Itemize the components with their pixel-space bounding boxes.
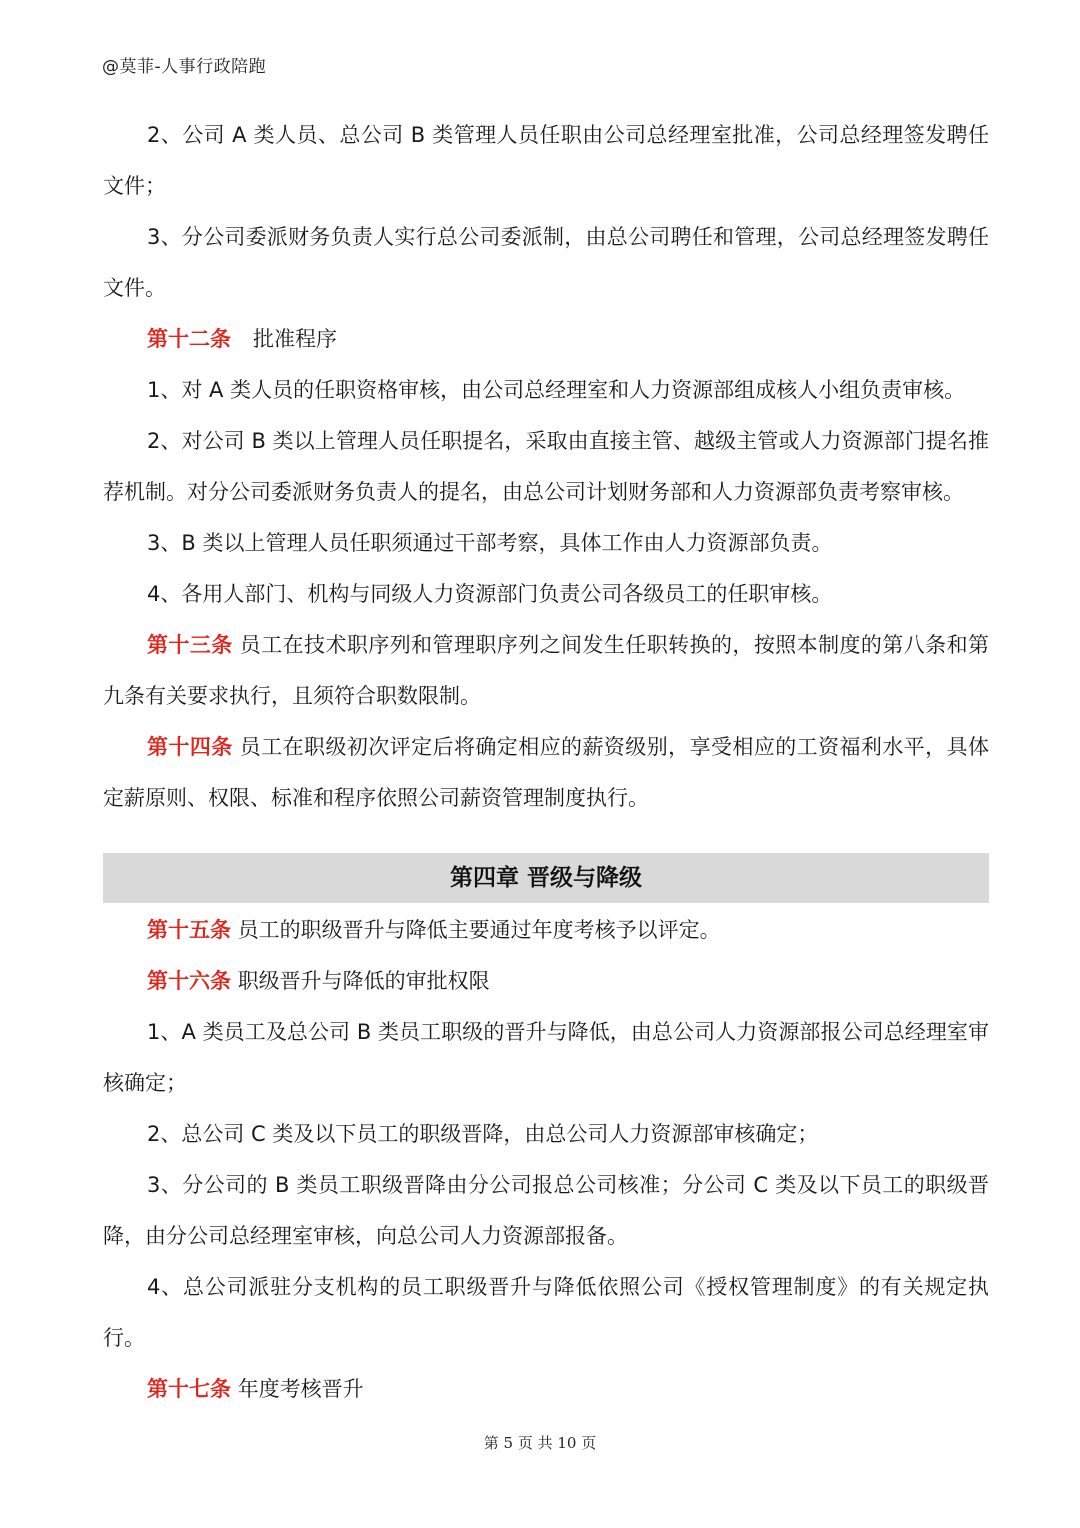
article-15: 第十五条 员工的职级晋升与降低主要通过年度考核予以评定。 — [147, 918, 721, 942]
paragraph: 4、总公司派驻分支机构的员工职级晋升与降低依照公司《授权管理制度》的有关规定执行。 — [103, 1275, 989, 1350]
paragraph: 3、B 类以上管理人员任职须通过干部考察，具体工作由人力资源部负责。 — [147, 531, 833, 555]
paragraph: 2、公司 A 类人员、总公司 B 类管理人员任职由公司总经理室批准，公司总经理签发聘任文件； — [103, 123, 989, 198]
paragraph: 1、对 A 类人员的任职资格审核，由公司总经理室和人力资源部组成核人小组负责审核。 — [147, 378, 966, 402]
paragraph: 1、A 类员工及总公司 B 类员工职级的晋升与降低，由总公司人力资源部报公司总经理室审核确定； — [103, 1020, 989, 1095]
document-body — [103, 110, 989, 1415]
article-17: 第十七条 年度考核晋升 — [147, 1377, 364, 1401]
article-heading: 第十三条 — [147, 633, 233, 657]
article-16: 第十六条 职级晋升与降低的审批权限 — [147, 969, 490, 993]
article-heading: 第十六条 — [147, 969, 231, 993]
chapter-title: 第四章 晋级与降级 — [103, 853, 989, 903]
paragraph: 2、总公司 C 类及以下员工的职级晋降，由总公司人力资源部审核确定； — [147, 1122, 819, 1146]
article-13: 第十三条 员工在技术职序列和管理职序列之间发生任职转换的，按照本制度的第八条和第九条有关要求执行，且须符合职数限制。 — [103, 633, 989, 708]
article-heading: 第十二条 — [147, 327, 231, 351]
paragraph: 4、各用人部门、机构与同级人力资源部门负责公司各级员工的任职审核。 — [147, 582, 833, 606]
page-footer: 第 5 页 共 10 页 — [483, 1434, 597, 1452]
paragraph: 3、分公司的 B 类员工职级晋降由分公司报总公司核准；分公司 C 类及以下员工的职级晋降，由分公司总经理室审核，向总公司人力资源部报备。 — [103, 1173, 989, 1248]
article-12: 第十二条 批准程序 — [147, 327, 337, 351]
article-heading: 第十七条 — [147, 1377, 231, 1401]
article-14: 第十四条 员工在职级初次评定后将确定相应的薪资级别，享受相应的工资福利水平，具体定薪原则、权限、标准和程序依照公司薪资管理制度执行。 — [103, 735, 989, 810]
article-heading: 第十五条 — [147, 918, 231, 942]
watermark: @莫菲-人事行政陪跑 — [102, 57, 267, 77]
paragraph: 3、分公司委派财务负责人实行总公司委派制，由总公司聘任和管理，公司总经理签发聘任文件。 — [103, 225, 989, 300]
paragraph: 2、对公司 B 类以上管理人员任职提名，采取由直接主管、越级主管或人力资源部门提名推荐机制。对分公司委派财务负责人的提名，由总公司计划财务部和人力资源部负责考察审核。 — [103, 429, 989, 504]
article-heading: 第十四条 — [147, 735, 233, 759]
